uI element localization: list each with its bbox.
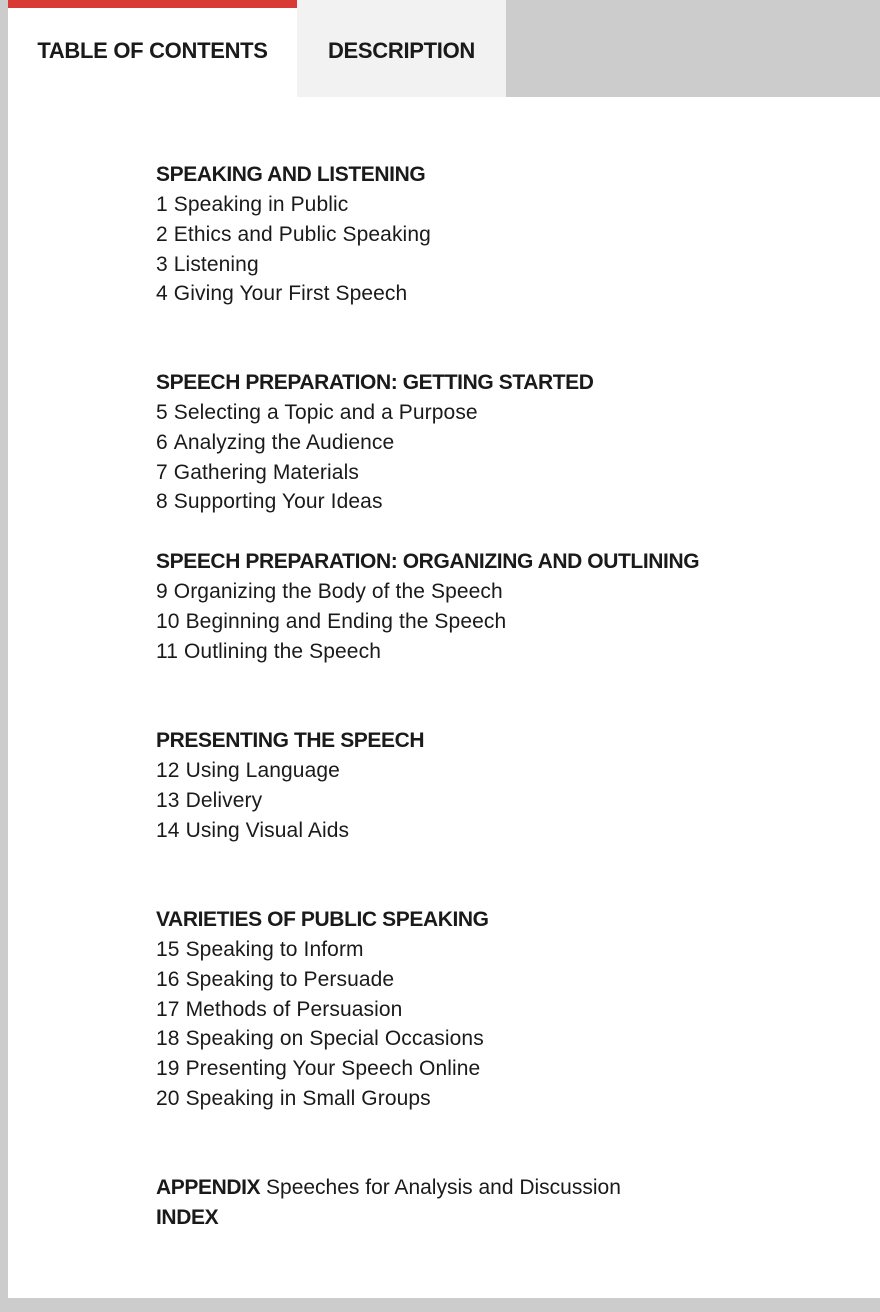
chapter-item: [156, 786, 856, 816]
chapter-item: [156, 398, 856, 428]
chapter-item: [156, 1084, 856, 1114]
chapter-number: 8: [156, 490, 168, 514]
chapter-title: Giving Your First Speech: [173, 282, 408, 306]
chapter-title: Speaking in Small Groups: [185, 1086, 431, 1110]
chapter-item: [156, 279, 856, 309]
chapter-title: Ethics and Public Speaking: [173, 222, 431, 246]
chapter-title: Speaking to Inform: [185, 938, 364, 961]
chapter-title: Speaking to Persuade: [185, 967, 395, 991]
chapter-item: [156, 1054, 856, 1084]
appendix-entry: [156, 1173, 856, 1203]
chapter-item: [156, 935, 856, 965]
toc-section: [156, 160, 856, 309]
chapter-number: 13: [156, 788, 180, 812]
tab-bar: [8, 0, 880, 97]
section-title: SPEECH PREPARATION: GETTING STARTED: [156, 371, 594, 394]
tab-table-of-contents[interactable]: [8, 0, 297, 97]
tab-table-of-contents-label: TABLE OF CONTENTS: [37, 38, 268, 63]
chapter-item: [156, 428, 856, 458]
chapter-item: [156, 250, 856, 280]
chapter-number: 5: [156, 401, 168, 424]
tab-description-label: DESCRIPTION: [327, 38, 476, 63]
chapter-number: 16: [156, 967, 180, 991]
chapter-item: [156, 487, 856, 517]
chapter-item: [156, 995, 856, 1025]
chapter-number: 3: [156, 252, 168, 276]
chapter-number: 1: [156, 193, 168, 216]
chapter-number: 9: [156, 580, 168, 603]
section-title: VARIETIES OF PUBLIC SPEAKING: [156, 908, 489, 931]
toc-section: [156, 905, 856, 1114]
chapter-title: Selecting a Topic and a Purpose: [173, 401, 478, 424]
toc-section: [156, 547, 856, 666]
index-entry: [156, 1203, 856, 1233]
chapter-item: [156, 816, 856, 846]
chapter-item: [156, 965, 856, 995]
chapter-title: Beginning and Ending the Speech: [185, 609, 507, 633]
chapter-item: [156, 577, 856, 607]
toc-section: [156, 726, 856, 845]
chapter-item: [156, 756, 856, 786]
appendix-title: Speeches for Analysis and Discussion: [266, 1176, 621, 1199]
chapter-item: [156, 220, 856, 250]
chapter-number: 10: [156, 609, 180, 633]
chapter-number: 15: [156, 938, 180, 961]
chapter-number: 14: [156, 818, 180, 842]
chapter-title: Supporting Your Ideas: [173, 490, 383, 514]
chapter-number: 18: [156, 1027, 180, 1051]
tab-description[interactable]: [297, 0, 506, 97]
section-title: PRESENTING THE SPEECH: [156, 729, 425, 752]
chapter-item: [156, 458, 856, 488]
section-title: SPEECH PREPARATION: ORGANIZING AND OUTLINING: [156, 550, 700, 573]
chapter-item: [156, 607, 856, 637]
chapter-title: Outlining the Speech: [184, 639, 381, 663]
chapter-title: Delivery: [185, 788, 263, 812]
section-title: SPEAKING AND LISTENING: [156, 163, 426, 186]
chapter-number: 7: [156, 460, 168, 484]
chapter-item: [156, 1024, 856, 1054]
chapter-number: 20: [156, 1086, 180, 1110]
chapter-title: Using Visual Aids: [185, 818, 350, 842]
chapter-title: Gathering Materials: [173, 460, 359, 484]
chapter-title: Speaking in Public: [173, 193, 349, 216]
index-label: INDEX: [156, 1206, 219, 1229]
content-panel: [8, 0, 880, 1298]
chapter-number: 17: [156, 997, 180, 1021]
back-matter: [156, 1173, 856, 1233]
chapter-title: Organizing the Body of the Speech: [173, 580, 503, 603]
chapter-number: 12: [156, 759, 180, 782]
chapter-title: Presenting Your Speech Online: [185, 1057, 481, 1081]
chapter-title: Speaking on Special Occasions: [185, 1027, 484, 1051]
chapter-title: Analyzing the Audience: [173, 430, 395, 454]
toc-section: [156, 368, 856, 517]
chapter-number: 19: [156, 1057, 180, 1081]
chapter-number: 4: [156, 282, 168, 306]
chapter-item: [156, 637, 856, 667]
chapter-title: Methods of Persuasion: [185, 997, 403, 1021]
appendix-label: APPENDIX: [156, 1176, 261, 1199]
chapter-number: 11: [156, 639, 178, 663]
chapter-number: 2: [156, 222, 168, 246]
chapter-number: 6: [156, 430, 168, 454]
chapter-item: [156, 190, 856, 220]
chapter-title: Using Language: [185, 759, 340, 782]
chapter-title: Listening: [173, 252, 259, 276]
